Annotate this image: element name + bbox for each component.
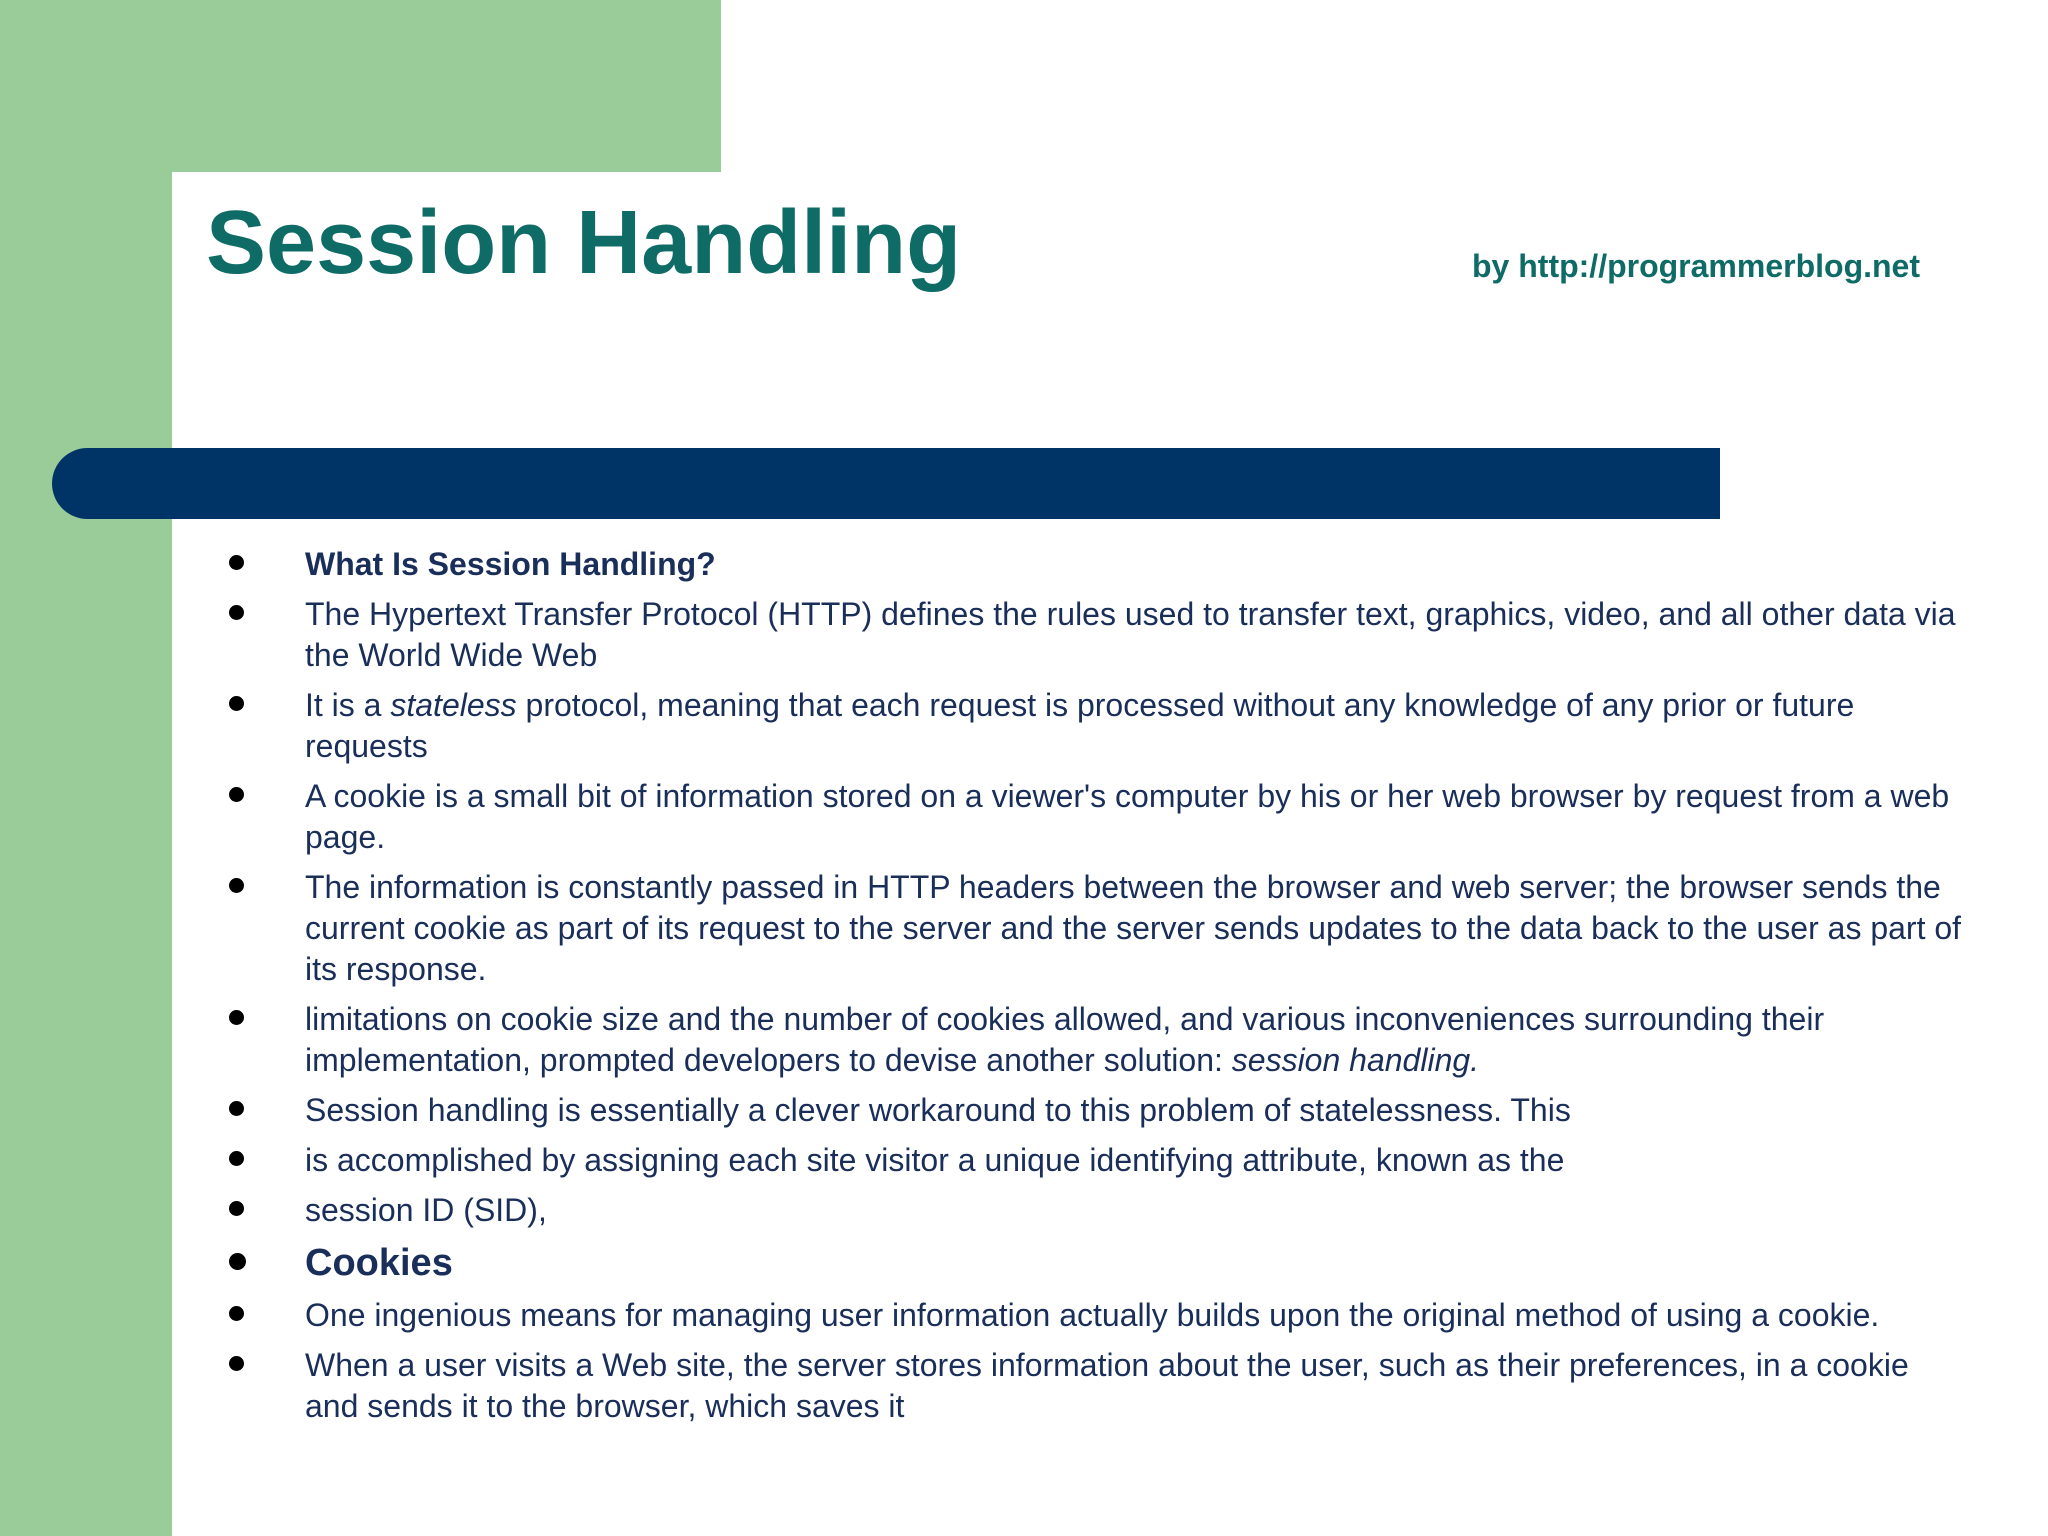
bullet-dot-icon: [229, 878, 244, 893]
bullet-dot-icon: [229, 1101, 244, 1116]
bullet-heading-text: Cookies: [305, 1242, 453, 1284]
bullet-list: [226, 544, 1966, 1436]
bullet-item: [226, 999, 1966, 1081]
bullet-dot-icon: [229, 1010, 244, 1025]
bullet-dot-icon: [229, 1306, 244, 1321]
bullet-dot-icon: [229, 1201, 244, 1216]
bullet-text-emphasis: session handling.: [1231, 1042, 1480, 1078]
bullet-text: A cookie is a small bit of information stored on a viewer's computer by his or her web browser by request from a web page.: [305, 778, 1950, 855]
bullet-text-pre: It is a: [305, 687, 391, 723]
bullet-dot-icon: [229, 1253, 246, 1270]
bullet-text: Session handling is essentially a clever workaround to this problem of statelessness. This: [305, 1092, 1571, 1128]
bullet-dot-icon: [229, 1151, 244, 1166]
bullet-text: When a user visits a Web site, the server stores information about the user, such as their preferences, in a cookie and sends it to the browser, which saves it: [305, 1347, 1909, 1424]
bullet-dot-icon: [229, 787, 244, 802]
bullet-dot-icon: [229, 1356, 244, 1371]
green-accent-left: [0, 0, 172, 1536]
bullet-text: One ingenious means for managing user information actually builds upon the original method of using a cookie.: [305, 1297, 1880, 1333]
bullet-dot-icon: [229, 605, 244, 620]
bullet-text: The information is constantly passed in HTTP headers between the browser and web server; the browser sends the current cookie as part of its request to the server and the server sends updates to the data back to the user as part of its response.: [305, 869, 1962, 987]
bullet-item: [226, 544, 1966, 585]
bullet-item: [226, 867, 1966, 990]
bullet-item: [226, 1295, 1966, 1336]
bullet-item: [226, 1090, 1966, 1131]
bullet-dot-icon: [229, 696, 244, 711]
slide-byline: by http://programmerblog.net: [1472, 248, 1920, 284]
bullet-item: [226, 1140, 1966, 1181]
bullet-item: [226, 594, 1966, 676]
bullet-text: The Hypertext Transfer Protocol (HTTP) defines the rules used to transfer text, graphics, video, and all other data via the World Wide Web: [305, 596, 1956, 673]
bullet-dot-icon: [229, 555, 244, 570]
bullet-text-pre: limitations on cookie size and the number of cookies allowed, and various inconveniences surrounding their implementation, prompted developers to devise another solution:: [305, 1001, 1825, 1078]
bullet-text: What Is Session Handling?: [305, 546, 716, 582]
bullet-text-emphasis: stateless: [390, 687, 517, 723]
bullet-item: [226, 776, 1966, 858]
bullet-item: [226, 685, 1966, 767]
navy-divider-bar: [52, 448, 1720, 519]
bullet-text-post: protocol, meaning that each request is processed without any knowledge of any prior or future requests: [305, 687, 1855, 764]
bullet-item: [226, 1345, 1966, 1427]
bullet-item-heading: [226, 1240, 1966, 1286]
bullet-text: session ID (SID),: [305, 1192, 547, 1228]
bullet-text: is accomplished by assigning each site visitor a unique identifying attribute, known as the: [305, 1142, 1565, 1178]
slide-title: Session Handling: [206, 193, 962, 293]
bullet-item: [226, 1190, 1966, 1231]
